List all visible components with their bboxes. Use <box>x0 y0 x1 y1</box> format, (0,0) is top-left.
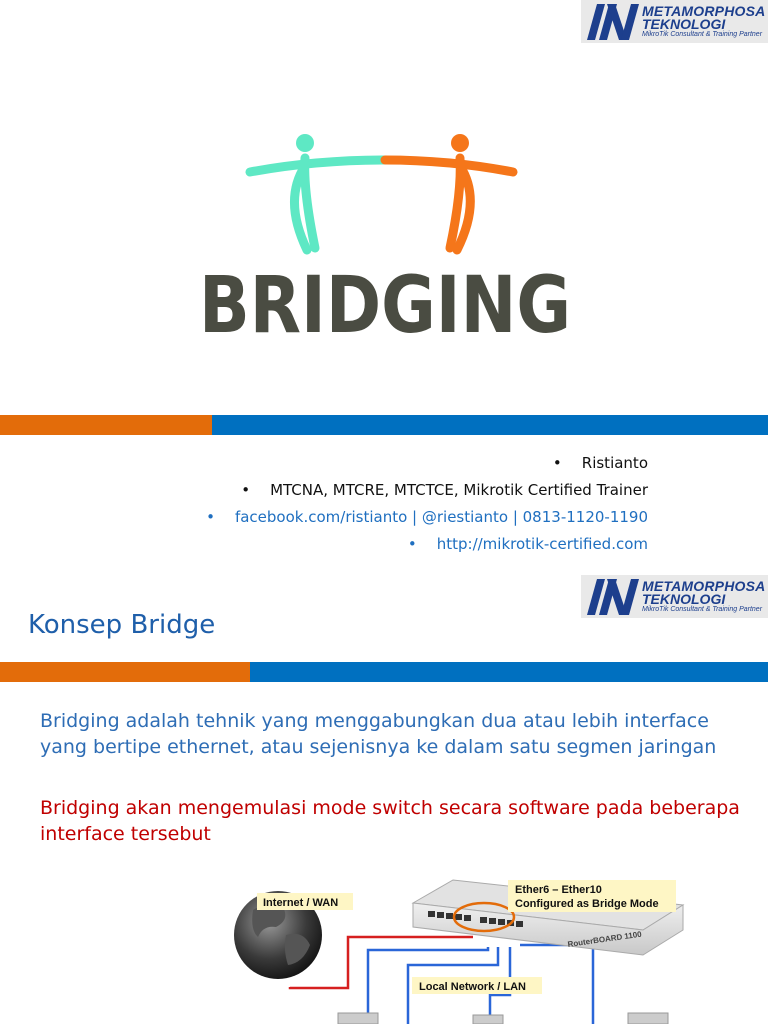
lan-device-3-icon <box>628 1013 668 1024</box>
presenter-info <box>206 450 648 558</box>
company-name-line2: TEKNOLOGI <box>642 591 726 607</box>
router-model-text: RouterBOARD 1100 <box>567 929 643 949</box>
company-name-line1: METAMORPHOSA <box>642 578 766 594</box>
company-logo <box>581 575 768 618</box>
paragraph-emulation: Bridging akan mengemulasi mode switch secara software pada beberapa interface tersebut <box>40 797 740 845</box>
lan-device-2-icon <box>473 1015 503 1024</box>
concept-slide <box>0 570 768 1024</box>
company-tagline: MikroTik Consultant & Training Partner <box>642 606 763 613</box>
accent-bar-blue <box>212 415 768 435</box>
company-logo-icon <box>587 4 639 40</box>
orange-figure-icon <box>385 134 513 250</box>
bridge-label-line2: Configured as Bridge Mode <box>515 898 659 910</box>
bullet-contacts[interactable]: • facebook.com/ristianto | @riestianto | 0813-1120-1190 <box>206 508 648 526</box>
bullet-website-link[interactable]: • http://mikrotik-certified.com <box>407 535 648 553</box>
accent-bar-orange <box>0 662 250 682</box>
bullet-certifications: • MTCNA, MTCRE, MTCTCE, Mikrotik Certified Trainer <box>241 481 648 499</box>
paragraph-definition: Bridging adalah tehnik yang menggabungkan dua atau lebih interface yang bertipe ethernet, atau sejenisnya ke dalam satu segmen jaringan <box>40 710 717 758</box>
accent-bar-blue <box>250 662 768 682</box>
bridge-label-line1: Ether6 – Ether10 <box>515 884 602 896</box>
accent-bar-orange <box>0 415 212 435</box>
company-logo <box>581 0 768 43</box>
company-tagline: MikroTik Consultant & Training Partner <box>642 31 763 38</box>
internet-label: Internet / WAN <box>263 897 339 909</box>
teal-figure-icon <box>250 134 385 250</box>
company-name-line1: METAMORPHOSA <box>642 3 766 19</box>
slide-title: Konsep Bridge <box>28 610 216 640</box>
lan-device-1-icon <box>338 1013 378 1024</box>
company-logo-icon <box>587 579 639 615</box>
network-diagram <box>228 875 698 1024</box>
hero-title: BRIDGING <box>199 261 571 351</box>
lan-label: Local Network / LAN <box>419 981 526 993</box>
bridging-hero-logo <box>195 130 575 351</box>
bullet-presenter-name: • Ristianto <box>552 454 648 472</box>
company-name-line2: TEKNOLOGI <box>642 16 726 32</box>
